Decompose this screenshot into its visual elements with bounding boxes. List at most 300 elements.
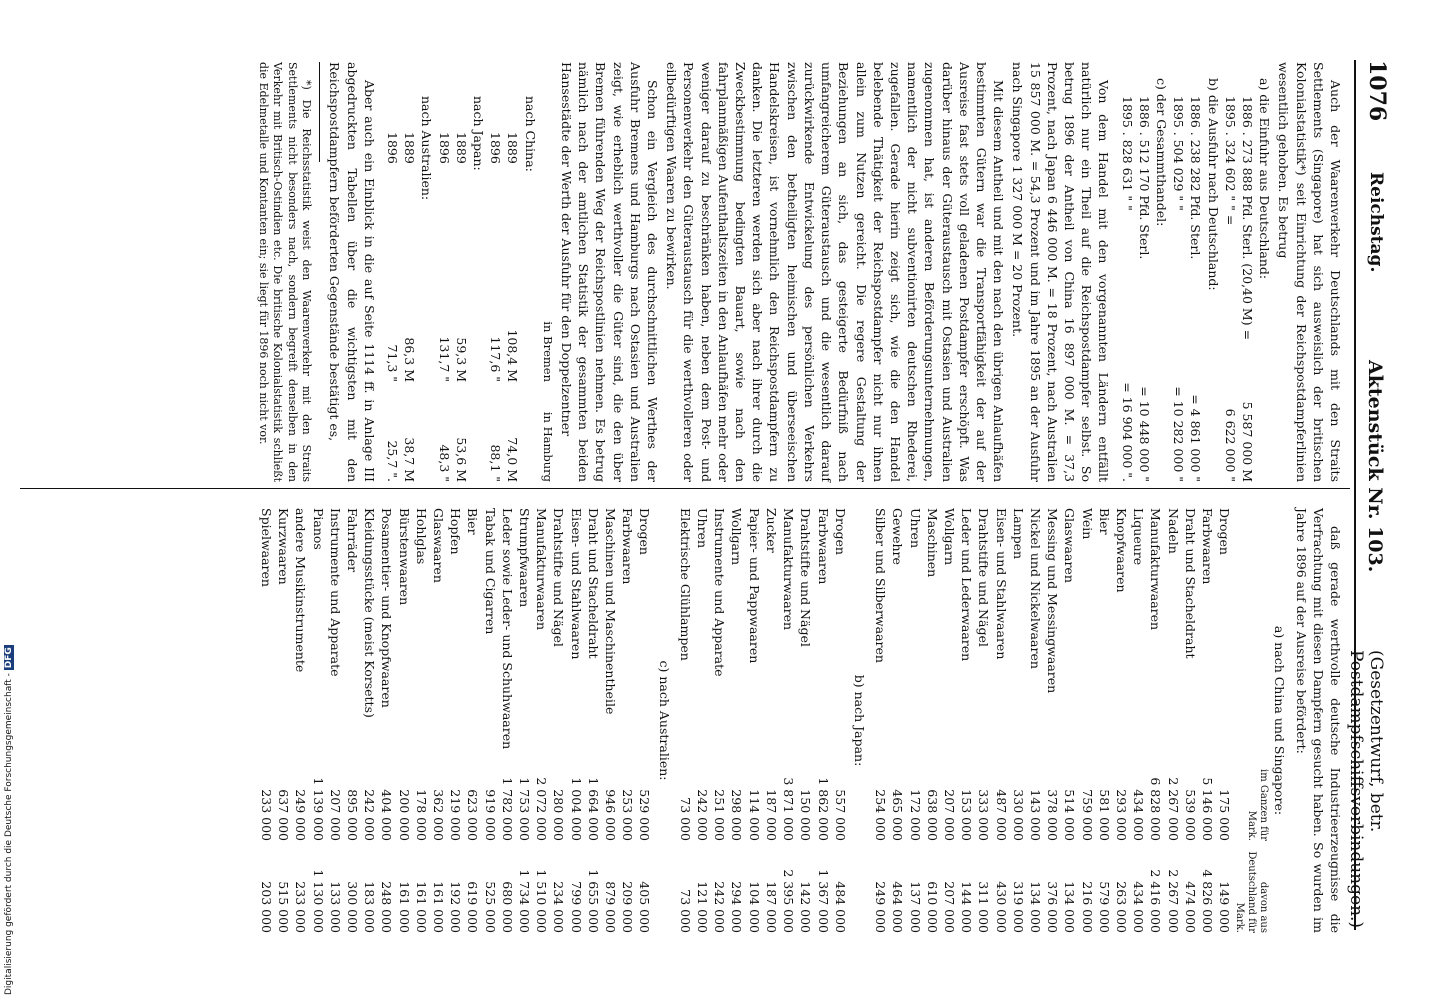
table-row (746, 508, 763, 933)
row-label: 1886 . 512 170 Pfd. Sterl. (1136, 96, 1152, 260)
goods-germany: 294 000 (729, 881, 745, 933)
goods-germany: 525 000 (482, 881, 498, 933)
goods-germany: 207 000 (941, 881, 957, 933)
goods-total: 333 000 (976, 789, 992, 841)
page-number: 1076 (1364, 60, 1390, 122)
row-label: 1895 . 828 631 " " (1119, 96, 1135, 211)
goods-germany: 216 000 (1079, 881, 1095, 933)
section-a-heading: a) nach China und Singapore: (1272, 625, 1288, 816)
section-c-label: c) der Gesammthandel: (1153, 78, 1169, 227)
goods-germany: 234 000 (551, 881, 567, 933)
table-row (1113, 508, 1130, 933)
goods-label: Farbwaaren (620, 508, 636, 585)
row-hamburg: 48,3 " (436, 444, 452, 482)
goods-total: 207 000 (327, 789, 343, 841)
goods-label: Manufakturwaaren (781, 508, 797, 631)
goods-label: Bürstenwaaren (396, 508, 412, 606)
goods-total: 200 000 (396, 789, 412, 841)
china-goods-table (872, 508, 1233, 933)
table-row (975, 508, 992, 933)
goods-total: 2 072 000 (534, 777, 550, 841)
goods-total: 114 000 (746, 789, 762, 841)
goods-total: 362 000 (431, 789, 447, 841)
row-hamburg: 88,1 " (488, 444, 504, 482)
australia-label: nach Australien: (419, 96, 435, 201)
table-row (941, 508, 958, 933)
bremen-hamburg-header (539, 62, 556, 482)
china-label: nach China: (522, 96, 538, 172)
digitization-text: Digitalisierung gefördert durch die Deutsche Forschungsgemeinschaft - (4, 673, 14, 995)
table-row (292, 508, 309, 933)
table-row (258, 508, 275, 933)
export-rows (1170, 62, 1204, 482)
row-year: 1889 (453, 132, 469, 164)
goods-total: 539 000 (1182, 789, 1198, 841)
goods-germany: 161 000 (431, 881, 447, 933)
goods-total: 150 000 (798, 789, 814, 841)
table-row (1096, 508, 1113, 933)
table-row (430, 508, 447, 933)
goods-total: 637 000 (276, 789, 292, 841)
goods-germany: 248 000 (379, 881, 395, 933)
goods-germany: 142 000 (798, 881, 814, 933)
goods-label: Zucker (763, 508, 779, 553)
col-bremen: in Bremen (540, 321, 555, 382)
goods-total: 251 000 (712, 789, 728, 841)
right-intro: daß gerade werthvolle deutsche Industrieerzeugnisse die Verfrachtung mit diesen Dampfern gesucht haben. So wurden im Jahre 1896 auf der Ausreise befördert: (1293, 508, 1343, 933)
table-row (619, 508, 636, 933)
goods-germany: 2 395 000 (781, 869, 797, 933)
table-row (413, 508, 430, 933)
row-value: = 4 861 000 " (1188, 394, 1204, 482)
goods-germany: 2 416 000 (1148, 869, 1164, 933)
goods-germany: 4 826 000 (1199, 869, 1215, 933)
total-trade-rows (1118, 62, 1152, 482)
table-row (711, 508, 728, 933)
goods-total: 434 000 (1131, 789, 1147, 841)
goods-label: Drahtstifte und Nägel (798, 508, 814, 647)
goods-label: Liqueure (1131, 508, 1147, 566)
goods-total: 404 000 (379, 789, 395, 841)
goods-total: 143 000 (1027, 789, 1043, 841)
goods-germany: 619 000 (465, 881, 481, 933)
goods-label: Drahtstifte und Nägel (976, 508, 992, 647)
goods-germany: 879 000 (603, 881, 619, 933)
paragraph-share: Von dem Handel mit den vorgenannten Ländern entfällt natürlich nur ein Theil auf die Reichspostdampfer selbst. So betrug 1896 der Antheil von China 16 897 000 M. = 37,3 Prozent, nach Japan 6 446 000 M. = 18 Prozent, nach Australien 15 857 000 M. = 54,3 Prozent und im Jahre 1895 an der Ausfuhr nach Singapore 1 327 000 M = 20 Prozent. (1010, 62, 1112, 482)
table-row (1147, 508, 1164, 933)
goods-germany: 137 000 (907, 881, 923, 933)
table-row (435, 62, 452, 482)
row-hamburg: 38,7 M (402, 437, 418, 482)
goods-germany: 133 000 (327, 881, 343, 933)
import-rows (1222, 62, 1256, 482)
table-row (832, 508, 849, 933)
table-row (533, 508, 550, 933)
goods-label: Kurzwaaren (276, 508, 292, 585)
goods-total: 1 004 000 (568, 777, 584, 841)
goods-total: 487 000 (993, 789, 1009, 841)
row-label: 1895 . 504 029 " " (1171, 96, 1187, 211)
goods-label: Leder und Lederwaaren (959, 508, 975, 662)
table-row (1136, 62, 1153, 482)
row-hamburg: 74,0 M (505, 437, 521, 482)
goods-label: Drogen (832, 508, 848, 555)
goods-label: Fahrräder (345, 508, 361, 573)
table-row (499, 508, 516, 933)
goods-germany: 161 000 (413, 881, 429, 933)
goods-label: Uhren (695, 508, 711, 549)
row-bremen: 108,4 M (505, 329, 521, 382)
table-row (309, 508, 326, 933)
table-row (1118, 62, 1135, 482)
goods-total: 1 862 000 (815, 777, 831, 841)
row-year: 1889 (402, 132, 418, 164)
goods-germany: 376 000 (1045, 881, 1061, 933)
table-row (1222, 62, 1239, 482)
table-row (447, 508, 464, 933)
table-row (516, 508, 533, 933)
table-row (384, 62, 401, 482)
goods-total: 233 000 (259, 789, 275, 841)
goods-germany: 319 000 (1010, 881, 1026, 933)
goods-germany: 1 510 000 (534, 869, 550, 933)
row-year: 1896 (385, 132, 401, 164)
goods-total: 254 000 (873, 789, 889, 841)
goods-label: Glaswaaren (1062, 508, 1078, 583)
row-hamburg: 25,7 ". (385, 440, 401, 482)
goods-total: 330 000 (1010, 789, 1026, 841)
goods-label: Eisen- und Stahlwaaren (993, 508, 1009, 660)
australia-rows (384, 62, 418, 482)
table-row (481, 508, 498, 933)
goods-germany: 579 000 (1096, 881, 1112, 933)
goods-total: 175 000 (1217, 789, 1233, 841)
table-row (763, 508, 780, 933)
goods-label: Leder sowie Leder- und Schuhwaaren (499, 508, 515, 749)
goods-label: Strumpfwaaren (517, 508, 533, 608)
goods-germany: 104 000 (746, 881, 762, 933)
digitization-note (2, 600, 16, 995)
row-year: 1896 (488, 132, 504, 164)
goods-germany: 680 000 (499, 881, 515, 933)
goods-germany: 1 655 000 (585, 869, 601, 933)
row-label: 1886 . 273 888 Pfd. Sterl. (20,40 M) = (1239, 96, 1255, 341)
goods-germany: 2 267 000 (1165, 869, 1181, 933)
table-row (344, 508, 361, 933)
goods-total: 623 000 (465, 789, 481, 841)
goods-label: Instrumente und Apparate (712, 508, 728, 677)
left-intro: Auch der Waarenverkehr Deutschlands mit den Straits Settlements (Singapore) hat sich ausweislich der britischen Kolonialstatistik*) seit Einrichtung der Reichspostdampferlinien wesentlich gehoben. Es betrug (1276, 62, 1343, 482)
goods-total: 5 146 000 (1199, 777, 1215, 841)
table-row (487, 62, 504, 482)
goods-total: 298 000 (729, 789, 745, 841)
table-row (464, 508, 481, 933)
goods-total: 3 871 000 (781, 777, 797, 841)
goods-total: 242 000 (362, 789, 378, 841)
goods-germany: 799 000 (568, 881, 584, 933)
row-value: 6 622 000 " (1222, 408, 1238, 482)
goods-label: Instrumente und Apparate (327, 508, 343, 677)
goods-germany: 434 000 (1131, 881, 1147, 933)
table-row (504, 62, 521, 482)
table-row (1078, 508, 1095, 933)
table-row (636, 508, 653, 933)
goods-label: Messing und Messingwaaren (1045, 508, 1061, 694)
goods-label: andere Musikinstrumente (293, 508, 309, 673)
goods-label: Hohlglas (413, 508, 429, 565)
goods-germany: 192 000 (448, 881, 464, 933)
goods-total: 946 000 (603, 789, 619, 841)
goods-germany: 610 000 (924, 881, 940, 933)
table-row (1239, 62, 1256, 482)
goods-label: Maschinen (924, 508, 940, 578)
goods-label: Wollgarn (941, 508, 957, 566)
china-rows (487, 62, 521, 482)
table-row (378, 508, 395, 933)
japan-rows (435, 62, 469, 482)
section-b-label: b) die Ausfuhr nach Deutschland: (1205, 78, 1221, 291)
goods-label: Farbwaaren (1199, 508, 1215, 585)
goods-germany: 249 000 (873, 881, 889, 933)
goods-total: 219 000 (448, 789, 464, 841)
table-row (906, 508, 923, 933)
goods-label: Nickel und Nickelwaaren (1027, 508, 1043, 669)
table-row (889, 508, 906, 933)
goods-total: 253 000 (620, 789, 636, 841)
goods-germany: 187 000 (763, 881, 779, 933)
column-divider (20, 488, 1350, 489)
row-value: 5 587 000 M (1239, 401, 1255, 482)
goods-total: 207 000 (941, 789, 957, 841)
goods-total: 557 000 (832, 789, 848, 841)
table-column-headers (1233, 508, 1269, 933)
section-b-heading: b) nach Japan: (851, 674, 867, 767)
goods-germany: 1 734 000 (517, 869, 533, 933)
goods-total: 242 000 (695, 789, 711, 841)
right-column (258, 508, 1344, 933)
table-row (1010, 508, 1027, 933)
goods-germany: 144 000 (959, 881, 975, 933)
goods-germany: 242 000 (712, 881, 728, 933)
table-row (1027, 508, 1044, 933)
dfg-logo: DFG (4, 647, 14, 669)
goods-germany: 300 000 (345, 881, 361, 933)
table-row (958, 508, 975, 933)
row-label: 1895 . 324 602 " " = (1222, 96, 1238, 226)
table-row (677, 508, 694, 933)
goods-label: Bier (465, 508, 481, 535)
col-hamburg: in Hamburg (540, 411, 555, 482)
table-row (275, 508, 292, 933)
table-row (780, 508, 797, 933)
goods-total: 529 000 (637, 789, 653, 841)
left-column (253, 62, 1344, 482)
table-row (453, 62, 470, 482)
goods-total: 172 000 (907, 789, 923, 841)
goods-total: 187 000 (763, 789, 779, 841)
goods-germany: 121 000 (695, 881, 711, 933)
goods-total: 249 000 (293, 789, 309, 841)
goods-germany: 73 000 (677, 889, 693, 933)
col-total: im Ganzen für Mark. (1246, 769, 1270, 841)
paragraph-comparison: Schon ein Vergleich des durchschnittlichen Werthes der Ausfuhr Bremens und Hamburgs nach Ostasien und Australien zeigt, wie erheblich werthvoller die Güter sind, die den über Bremen führenden Weg der Reichspostlinien nehmen. Es betrug nämlich nach der amtlichen Statistik der gesammten beiden Hansestädte der Werth der Ausfuhr für den Doppelzentner (559, 62, 661, 482)
table-row (694, 508, 711, 933)
paragraph-capacity: Mit diesem Antheil und mit den nach den übrigen Anlaufhäfen bestimmten Gütern war die Transportfähigkeit der auf der Ausreise fast stets voll geladenen Postdampfer erschöpft. Was darüber hinaus der Güteraustausch mit Ostasien und Australien zugenommen hat, ist anderen Beförderungsunternehmungen, namentlich der nicht subventionirten deutschen Rhederei, zugefallen. Gerade hierin zeigt sich, wie die den Handel belebende Thätigkeit der Reichspostdampfer nicht nur ihnen allein zum Nutzen gereicht. Die regere Gestaltung der Beziehungen an sich, das gesteigerte Bedürfniß nach umfangreicherem Güteraustausch und die wesentlich darauf zurückwirkende Entwickelung des persönlichen Verkehrs zwischen den betheiligten heimischen und überseeischen Handelskreisen, ist vornehmlich den Reichspostdampfern zu danken. Die letzteren werden sich aber nach ihrer durch die Zweckbestimmung bedingten Bauart, sowie nach den fahrplanmäßigen Aufenthaltszeiten in den Anlaufhäfen mehr oder weniger darauf zu beschränken haben, neben dem Post- und Personenverkehr den Güteraustausch für die werthvolleren oder eilbedürftigen Waaren zu bewirken. (664, 62, 1007, 482)
footnote: *) Die Reichsstatistik weist den Waarenverkehr mit den Straits Settlements nicht besonders nach, sondern begreift denselben in den Verkehr mit Britisch-Ostindien etc. Die britische Kolonialstatistik schließt die Edelmetalle und Kontanten ein; sie liegt für 1896 noch nicht vor. (256, 62, 314, 482)
goods-label: Spielwaaren (259, 508, 275, 587)
goods-label: Manufakturwaaren (534, 508, 550, 631)
goods-total: 1 664 000 (585, 777, 601, 841)
goods-germany: 233 000 (293, 881, 309, 933)
goods-label: Uhren (907, 508, 923, 549)
goods-germany: 474 000 (1182, 881, 1198, 933)
goods-germany: 430 000 (993, 881, 1009, 933)
table-row (924, 508, 941, 933)
goods-total: 293 000 (1113, 789, 1129, 841)
goods-total: 6 828 000 (1148, 777, 1164, 841)
goods-label: Wein (1079, 508, 1095, 540)
goods-label: Nadeln (1165, 508, 1181, 554)
row-value: = 10 448 000 " (1136, 386, 1152, 482)
goods-label: Bier (1096, 508, 1112, 535)
goods-label: Papier- und Pappwaaren (746, 508, 762, 664)
footnote-rule (319, 62, 320, 162)
row-label: 1886 . 238 282 Pfd. Sterl. (1188, 96, 1204, 260)
goods-germany: 134 000 (1027, 881, 1043, 933)
source-label: Reichstag. (1366, 172, 1386, 273)
goods-total: 1 139 000 (310, 777, 326, 841)
row-value: = 16 904 000 ". (1119, 382, 1135, 482)
japan-label: nach Japan: (471, 96, 487, 171)
table-row (1170, 62, 1187, 482)
goods-germany: 209 000 (620, 881, 636, 933)
table-row (401, 62, 418, 482)
table-row (992, 508, 1009, 933)
goods-label: Drogen (637, 508, 653, 555)
row-bremen: 86,3 M (402, 337, 418, 382)
goods-germany: 515 000 (276, 881, 292, 933)
table-row (327, 508, 344, 933)
row-bremen: 131,7 " (436, 336, 452, 382)
goods-germany: 405 000 (637, 881, 653, 933)
goods-total: 514 000 (1062, 789, 1078, 841)
goods-germany: 263 000 (1113, 881, 1129, 933)
goods-label: Pianos (310, 508, 326, 550)
table-row (1130, 508, 1147, 933)
table-row (1187, 62, 1204, 482)
document-subject: (Gesetzentwurf, betr. Postdampfschiffsverbindungen.) (1346, 650, 1386, 929)
goods-label: Tabak und Cigarren (482, 508, 498, 635)
goods-total: 638 000 (924, 789, 940, 841)
goods-germany: 183 000 (362, 881, 378, 933)
goods-germany: 484 000 (832, 881, 848, 933)
document-title: Aktenstück Nr. 103. (1364, 360, 1386, 573)
row-hamburg: 53,6 M (453, 437, 469, 482)
table-row (602, 508, 619, 933)
goods-germany: 161 000 (396, 881, 412, 933)
goods-label: Farbwaaren (815, 508, 831, 585)
goods-label: Lampen (1010, 508, 1026, 560)
goods-total: 1 782 000 (499, 777, 515, 841)
goods-label: Elektrische Glühlampen (677, 508, 693, 661)
goods-germany: 203 000 (259, 881, 275, 933)
row-value: = 10 282 000 " (1171, 386, 1187, 482)
row-bremen: 117,6 " (488, 336, 504, 382)
goods-label: Drahtstifte und Nägel (551, 508, 567, 647)
goods-label: Eisen- und Stahlwaaren (568, 508, 584, 660)
goods-label: Manufakturwaaren (1148, 508, 1164, 631)
goods-germany: 134 000 (1062, 881, 1078, 933)
goods-label: Gewehre (890, 508, 906, 565)
goods-label: Draht und Stacheldraht (585, 508, 601, 659)
table-row (550, 508, 567, 933)
table-row (797, 508, 814, 933)
row-bremen: 71,3 " (385, 344, 401, 382)
row-year: 1896 (436, 132, 452, 164)
table-row (814, 508, 831, 933)
goods-label: Knopfwaaren (1113, 508, 1129, 593)
goods-total: 465 000 (890, 789, 906, 841)
paragraph-tables: Aber auch ein Einblick in die auf Seite 1114 ff. in Anlage III abgedruckten Tabellen über die wichtigsten mit den Reichspostdampfern beförderten Gegenstände bestätigt es, (327, 62, 377, 482)
goods-germany: 464 000 (890, 881, 906, 933)
page-header (1346, 60, 1396, 930)
goods-total: 378 000 (1045, 789, 1061, 841)
goods-label: Hopfen (448, 508, 464, 555)
section-c-heading: c) nach Australien: (656, 660, 672, 781)
goods-germany: 1 130 000 (310, 869, 326, 933)
goods-total: 2 267 000 (1165, 777, 1181, 841)
table-row (567, 508, 584, 933)
goods-label: Kleidungsstücke (meist Korsetts) (362, 508, 378, 718)
goods-germany: 1 367 000 (815, 869, 831, 933)
goods-label: Drogen (1217, 508, 1233, 555)
goods-label: Posamentier- und Knopfwaaren (379, 508, 395, 708)
goods-label: Silber und Silberwaaren (873, 508, 889, 663)
table-row (1061, 508, 1078, 933)
table-row (1199, 508, 1216, 933)
goods-total: 1 753 000 (517, 777, 533, 841)
goods-total: 73 000 (677, 797, 693, 841)
goods-total: 280 000 (551, 789, 567, 841)
goods-total: 895 000 (345, 789, 361, 841)
section-a-label: a) die Einfuhr aus Deutschland: (1257, 78, 1273, 280)
goods-germany: 149 000 (1217, 881, 1233, 933)
goods-total: 919 000 (482, 789, 498, 841)
goods-germany: 311 000 (976, 881, 992, 933)
goods-label: Wollgarn (729, 508, 745, 566)
australia-goods-table (258, 508, 654, 933)
row-year: 1889 (505, 132, 521, 164)
table-row (872, 508, 889, 933)
goods-label: Glaswaaren (431, 508, 447, 583)
row-bremen: 59,3 M (453, 337, 469, 382)
table-row (361, 508, 378, 933)
table-row (1164, 508, 1181, 933)
goods-total: 153 000 (959, 789, 975, 841)
table-row (1044, 508, 1061, 933)
japan-goods-table (677, 508, 849, 933)
goods-label: Draht und Stacheldraht (1182, 508, 1198, 659)
goods-label: Maschinen und Maschinentheile (603, 508, 619, 715)
table-row (1216, 508, 1233, 933)
table-row (585, 508, 602, 933)
table-row (1182, 508, 1199, 933)
table-row (395, 508, 412, 933)
goods-total: 759 000 (1079, 789, 1095, 841)
goods-total: 178 000 (413, 789, 429, 841)
table-row (728, 508, 745, 933)
col-germany: davon aus Deutschland für Mark. (1234, 851, 1270, 933)
